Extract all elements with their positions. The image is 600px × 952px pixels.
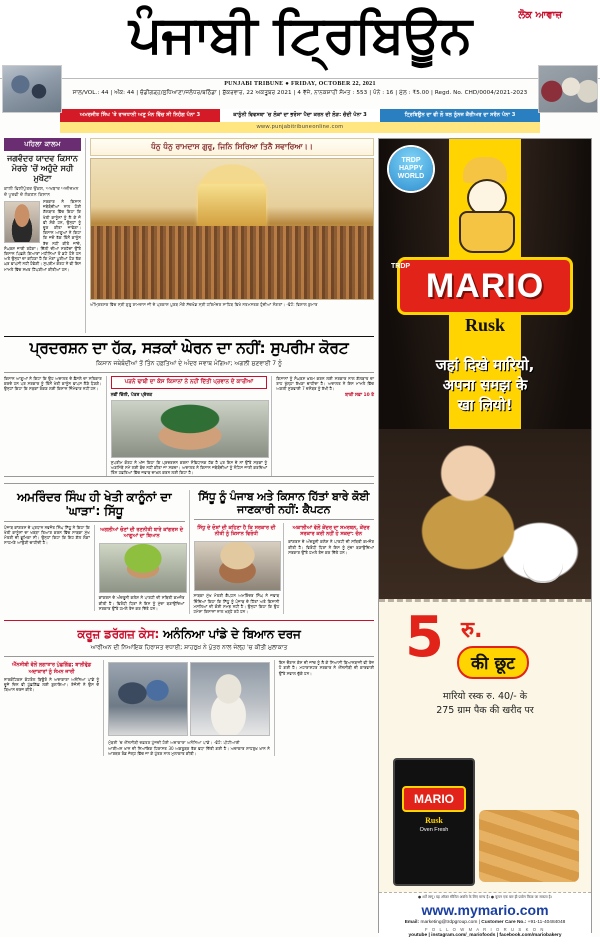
page-content (0, 133, 600, 938)
ad-contact-line: Email: marketing@trdpgroup.com | Customer Care No.: +91-11-40484048 (404, 920, 566, 925)
lead-photo-caption: ਅੰਮ੍ਰਿਤਸਰ ਵਿੱਚ ਸ੍ਰੀ ਗੁਰੂ ਰਾਮਦਾਸ ਜੀ ਦੇ ਪ੍ਰਕਾਸ਼ ਪੁਰਬ ਮੌਕੇ ਸੱਚਖੰਡ ਸ੍ਰੀ ਹਰਿਮੰਦਰ ਸਾਹਿਬ ਵਿਖੇ ਨਤਮਸਤਕ ਹੁੰਦੀਆਂ ਸੰਗਤਾਂ। -ਫੋਟੋ: ਵਿਸ਼ਾਲ ਕੁਮਾਰ (90, 302, 318, 307)
pack-product-name: Rusk (425, 816, 443, 825)
trdp-label: TRDP (391, 263, 411, 270)
first-column-label: ਪਹਿਲਾ ਕਾਲਮ (4, 138, 81, 151)
lead-column-left (4, 376, 107, 476)
captain-side-col (288, 523, 374, 615)
ad-terms: ● शर्तें लागू। यह ऑफर सीमित अवधि के लिए मान्य है। ● कूपन एक बार ही प्रयोग किया जा सकता है। (418, 895, 552, 899)
lead-subhead: ਕਿਸਾਨ ਜਥੇਬੰਦੀਆਂ ਤੋਂ ਤਿੰਨ ਹਫ਼ਤਿਆਂ ਦੇ ਅੰਦਰ ਜਵਾਬ ਮੰਗਿਆ; ਅਗਲੀ ਸੁਣਵਾਈ 7 ਨੂੰ (4, 357, 374, 373)
ad-website[interactable]: www.mymario.com (421, 902, 549, 918)
pack-brand-logo: MARIO (402, 786, 466, 812)
teaser-item-3[interactable]: ਟ੍ਰਿਬਿਊਨ ਦਾ ਵੀ ਲੋ ਤਲ ਨੂੰਨਜ ਕੈਰੀਅਰ ਦਾ ਸਰੰਨ ਪੰਨਾ 3 (380, 109, 540, 122)
offer-amount: 5 (405, 605, 444, 670)
masthead (0, 0, 600, 78)
drugs-right-text: ਇਸ ਦੌਰਾਨ ਕੇਸ ਦੀ ਜਾਂਚ ਨੂੰ ਲੈ ਕੇ ਸਿਆਸੀ ਬਿਆਨਬਾਜ਼ੀ ਵੀ ਤੇਜ਼ ਹੋ ਗਈ ਹੈ। ਮਹਾਰਾਸ਼ਟਰ ਸਰਕਾਰ ਨੇ ਐੱਨਸੀਬੀ ਦੀ ਕਾਰਵਾਈ ਉੱਤੇ ਸਵਾਲ ਚੁੱਕੇ ਹਨ। (278, 660, 375, 676)
lead-dateline: ਨਵੀਂ ਦਿੱਲੀ, ਪੱਤਰ ਪ੍ਰੇਰਕ (110, 393, 153, 398)
care-label: Customer Care No.: (481, 920, 527, 925)
pack-quantity: Oven Fresh (419, 827, 449, 833)
drugs-left-text: ਨਾਰਕੋਟਿਕਸ ਕੰਟਰੋਲ ਬਿਊਰੋ ਨੇ ਅਦਾਕਾਰਾ ਅਨੰਨਿਆ ਪਾਂਡੇ ਨੂੰ ਦੂਜੇ ਦਿਨ ਵੀ ਪੁੱਛਗਿੱਛ ਲਈ ਬੁਲਾਇਆ। ਏਜੰਸੀ ਨੇ ਉਸ ਦੇ ਬਿਆਨ ਦਰਜ ਕੀਤੇ। (4, 677, 100, 693)
mario-rusk-pack (393, 758, 475, 886)
masthead-photo-right (538, 65, 598, 113)
offer-details (379, 690, 591, 718)
navjot-sidhu-photo (99, 543, 187, 593)
teaser-strip (60, 109, 540, 122)
tagline-line-2: अपना समझ के (442, 376, 528, 394)
ad-product-pack (379, 752, 591, 892)
advertisement-column (378, 138, 592, 938)
ananya-photo-2 (190, 662, 270, 736)
offer-detail-line-2: 275 ग्राम पैक की खरीद पर (436, 705, 534, 716)
devotee-crowd (91, 226, 373, 299)
lead-column-center (111, 376, 272, 476)
drugs-kicker: ਐੱਨਸੀਬੀ ਵੱਲੋਂ ਲਗਾਤਾਰ ਪੁੱਛਗਿੱਛ; ਬਾਲੀਵੁੱਡ ਅਦਾਕਾਰਾਂ ਨੂੰ ਸੰਮਨ ਜਾਰੀ (12, 662, 92, 675)
offer-currency: रु. (461, 618, 483, 643)
golden-temple-photo (90, 158, 374, 300)
offer-detail-line-1: मारियो रस्क रु. 40/- के (442, 691, 528, 702)
first-column-block (4, 138, 86, 333)
first-column-body: ਸਰਕਾਰ ਨੇ ਕਿਸਾਨ ਜਥੇਬੰਦੀਆਂ ਨਾਲ ਹੋਈ ਗੱਲਬਾਤ ਵਿੱਚ ਕਿਹਾ ਕਿ ਖੇਤੀ ਕਾਨੂੰਨਾਂ ਨੂੰ ਲੈ ਕੇ ਜੋ ਵੀ ਸ਼ੰਕੇ ਹਨ, ਉਨ੍ਹਾਂ ਨੂੰ ਦੂਰ ਕੀਤਾ ਜਾਵੇਗਾ। ਕਿਸਾਨ ਆਗੂਆਂ ਨੇ ਕਿਹਾ ਕਿ ਜਦੋਂ ਤੱਕ ਤਿੰਨੋਂ ਕਾਨੂੰਨ ਰੱਦ ਨਹੀਂ ਕੀਤੇ ਜਾਂਦੇ, ਸੰਘਰਸ਼ ਜਾਰੀ ਰਹੇਗਾ। ਦਿੱਲੀ ਦੀਆਂ ਸਰਹੱਦਾਂ ਉੱਤੇ ਕਿਸਾਨ ਪਿਛਲੇ ਗਿਆਰਾਂ ਮਹੀਨਿਆਂ ਤੋਂ ਡਟੇ ਹੋਏ ਹਨ ਅਤੇ ਉਨ੍ਹਾਂ ਦਾ ਕਹਿਣਾ ਹੈ ਕਿ ਮੰਗਾਂ ਪੂਰੀਆਂ ਹੋਣ ਤੱਕ ਘਰ ਵਾਪਸੀ ਨਹੀਂ ਹੋਵੇਗੀ। ਸੁਪਰੀਮ ਕੋਰਟ ਨੇ ਵੀ ਇਸ ਮਾਮਲੇ ਵਿੱਚ ਸਖ਼ਤ ਟਿੱਪਣੀਆਂ ਕੀਤੀਆਂ ਹਨ। (4, 199, 81, 272)
captain-text-col (194, 523, 285, 615)
teaser-item-2[interactable]: ਕਾਨੂੰਨੀ ਵਿਵਸਥਾ 'ਚ ਲੋਕਾਂ ਦਾ ਭਰੋਸਾ ਪੈਦਾ ਕਰਨ ਦੀ ਲੋੜ: ਚੰਦੀ ਪੰਨਾ 3 (220, 109, 380, 122)
section-two (4, 490, 374, 615)
sidhu-body: ਪੰਜਾਬ ਕਾਂਗਰਸ ਦੇ ਪ੍ਰਧਾਨ ਨਵਜੋਤ ਸਿੰਘ ਸਿੱਧੂ ਨੇ ਕਿਹਾ ਕਿ ਖੇਤੀ ਕਾਨੂੰਨਾਂ ਦਾ ਖਰੜਾ ਤਿਆਰ ਕਰਨ ਵਿੱਚ ਸਾਬਕਾ ਮੁੱਖ ਮੰਤਰੀ ਦੀ ਭੂਮਿਕਾ ਸੀ। ਉਨ੍ਹਾਂ ਕਿਹਾ ਕਿ ਇਹ ਗੱਲ ਲੋਕਾਂ ਸਾਹਮਣੇ ਆਉਣੀ ਚਾਹੀਦੀ ਹੈ। (4, 524, 90, 546)
chef-mascot-icon (453, 157, 517, 249)
drugs-headline-black: ਅਨੰਨਿਆ ਪਾਂਡੇ ਦੇ ਬਿਆਨ ਦਰਜ (163, 627, 301, 642)
ananya-photo-1 (108, 662, 188, 736)
offer-label: की छूट (457, 646, 529, 679)
ad-offer-coupon[interactable] (379, 599, 591, 752)
ad-hero (379, 139, 591, 599)
captain-kicker: ਸਿੱਧੂ ਦੇ ਦੋਸ਼ਾਂ ਦੀ ਕਹਿਣਾ ਹੈ ਕਿ ਸਰਕਾਰ ਦੀ ਨੀਤੀ ਨੂੰ ਕਿਸਾਨ ਵਿਰੋਧੀ (197, 524, 276, 538)
lead-right-text: ਕਿਸਾਨਾਂ ਨੂੰ ਸੰਘਰਸ਼ ਖ਼ਤਮ ਕਰਨ ਲਈ ਸਰਕਾਰ ਨਾਲ ਗੱਲਬਾਤ ਦਾ ਰਾਹ ਖੁੱਲ੍ਹਾ ਰੱਖਣਾ ਚਾਹੀਦਾ ਹੈ। ਅਦਾਲਤ ਨੇ ਇਸ ਮਾਮਲੇ ਵਿੱਚ ਅਗਲੀ ਸੁਣਵਾਈ 7 ਦਸੰਬਰ ਨੂੰ ਰੱਖੀ ਹੈ। (276, 376, 374, 392)
lead-box-headline: ਪੜਨੇ ਢਾਬੀ ਦਾ ਕੇਸ ਕਿਸਾਨਾਂ ਨੇ ਨਹੀਂ ਦਿੱਤੀ ਪ੍ਰਵਾਨ ਦੇ ਕਾਰੀਆਂ (124, 379, 254, 385)
teaser-item-1[interactable]: ਅਮਰਜੀਤ ਸਿੰਘ 'ਤੇ ਰਾਜਧਾਨੀ ਅਣੂ ਮੰਨ ਵਿੱਚ ਸੀ ਨਿਹੰਗ ਪੰਨਾ 3 (60, 109, 220, 122)
lead-column-right (276, 376, 374, 476)
captain-story (194, 490, 375, 615)
captain-amarinder-photo (194, 541, 282, 591)
gurbani-quote: ਧੰਨੁ ਧੰਨੁ ਰਾਮਦਾਸ ਗੁਰੁ, ਜਿਨਿ ਸਿਰਿਆ ਤਿਨੈ ਸਵਾਰਿਆ।। (90, 138, 374, 156)
sidhu-story (4, 490, 190, 615)
rusk-biscuits-image (479, 810, 579, 882)
sidhu-extra-body: ਕਾਂਗਰਸ ਦੇ ਅੰਦਰੂਨੀ ਕਲੇਸ਼ ਨੇ ਪਾਰਟੀ ਦੀ ਸਥਿਤੀ ਕਮਜ਼ੋਰ ਕੀਤੀ ਹੈ। ਵਿਰੋਧੀ ਧਿਰਾਂ ਨੇ ਇਸ ਨੂੰ ਮੁੱਦਾ ਬਣਾਉਂਦਿਆਂ ਸਰਕਾਰ ਉੱਤੇ ਹਮਲੇ ਤੇਜ਼ ਕਰ ਦਿੱਤੇ ਹਨ। (98, 595, 185, 611)
drugs-photo-caption: ਮੁੰਬਈ 'ਚ ਐੱਨਸੀਬੀ ਦਫ਼ਤਰ ਪੁੱਜਦੀ ਹੋਈ ਅਦਾਕਾਰਾ ਅਨੰਨਿਆ ਪਾਂਡੇ। -ਫੋਟੋ: ਪੀਟੀਆਈ (108, 740, 240, 746)
tagline-line-3: खा लियो! (457, 396, 513, 414)
social-links[interactable]: youtube | instagram.com/_mariofoods | facebook.com/mariobakery (408, 933, 562, 938)
mario-rusk-advertisement[interactable] (378, 138, 592, 938)
section-three (4, 627, 374, 756)
jump-line[interactable]: ਬਾਕੀ ਸਫ਼ਾ 10 ਤੇ (345, 392, 374, 398)
masthead-english-line: PUNJABI TRIBUNE ● FRIDAY, OCTOBER 22, 2021 (224, 81, 376, 87)
website-url[interactable]: www.punjabitribuneonline.com (60, 122, 540, 133)
ad-footer (379, 892, 591, 952)
lead-photo-block (90, 138, 374, 333)
lead-box-text: ਸੁਪਰੀਮ ਕੋਰਟ ਨੇ ਅੱਜ ਕਿਹਾ ਕਿ ਪ੍ਰਦਰਸ਼ਨ ਕਰਨਾ ਸੰਵਿਧਾਨਕ ਹੱਕ ਹੈ ਪਰ ਇਸ ਦੇ ਨਾਂ ਉੱਤੇ ਸੜਕਾਂ ਨੂੰ ਅਣਮਿੱਥੇ ਸਮੇਂ ਲਈ ਬੰਦ ਨਹੀਂ ਕੀਤਾ ਜਾ ਸਕਦਾ। ਅਦਾਲਤ ਨੇ ਕਿਸਾਨ ਜਥੇਬੰਦੀਆਂ ਨੂੰ ਨੋਟਿਸ ਜਾਰੀ ਕਰਦਿਆਂ ਤਿੰਨ ਹਫ਼ਤਿਆਂ ਵਿੱਚ ਜਵਾਬ ਦਾਖ਼ਲ ਕਰਨ ਲਈ ਕਿਹਾ ਹੈ। (110, 460, 268, 476)
sidhu-headline[interactable]: ਅਮਰਿੰਦਰ ਸਿੰਘ ਹੀ ਖੇਤੀ ਕਾਨੂੰਨਾਂ ਦਾ 'ਘਾੜਾ': ਸਿੱਧੂ (17, 489, 172, 518)
tagline-line-1: जहां दिखे मारियो, (435, 356, 535, 374)
masthead-info-row (0, 78, 600, 109)
drugs-subhead: ਆਰੀਅਨ ਦੀ ਨਿਆਂਇਕ ਹਿਰਾਸਤ ਵਧਾਈ; ਸ਼ਾਹਰੁਖ਼ ਨੇ ਪੁੱਤਰ ਨਾਲ ਜੇਲ੍ਹ 'ਚ ਕੀਤੀ ਮੁਲਾਕਾਤ (4, 641, 374, 657)
akali-body: ਕਾਂਗਰਸ ਦੇ ਅੰਦਰੂਨੀ ਕਲੇਸ਼ ਨੇ ਪਾਰਟੀ ਦੀ ਸਥਿਤੀ ਕਮਜ਼ੋਰ ਕੀਤੀ ਹੈ। ਵਿਰੋਧੀ ਧਿਰਾਂ ਨੇ ਇਸ ਨੂੰ ਮੁੱਦਾ ਬਣਾਉਂਦਿਆਂ ਸਰਕਾਰ ਉੱਤੇ ਹਮਲੇ ਤੇਜ਼ ਕਰ ਦਿੱਤੇ ਹਨ। (288, 539, 374, 555)
email-label: Email: (404, 920, 420, 925)
captain-headline[interactable]: ਸਿੱਧੂ ਨੂੰ ਪੰਜਾਬ ਅਤੇ ਕਿਸਾਨ ਹਿੱਤਾਂ ਬਾਰੇ ਕੋਈ ਜਾਣਕਾਰੀ ਨਹੀਂ: ਕੈਪਟਨ (198, 489, 370, 516)
temple-dome (198, 184, 266, 226)
care-number[interactable]: +91-11-40484048 (527, 920, 566, 925)
akali-kicker: ਅਕਾਲੀਆਂ ਵੱਲੋਂ ਕੇਂਦਰ ਦਾ ਸਮਰਥਨ, ਕੇਂਦਰ ਸਰਕਾਰ ਕਰੀ ਨਹੀਂ ਹੋ ਸਕਦਾ: ਚੰਨ (292, 524, 370, 538)
mario-logo (397, 257, 573, 315)
mario-brand-text: MARIO (425, 266, 545, 305)
email-value[interactable]: marketing@trdpgroup.com (420, 920, 478, 925)
sidhu-kicker: ਅਗਲੀਆਂ ਚੋਣਾਂ ਦੀ ਰਣਨੀਤੀ ਬਾਰੇ ਕਾਂਗਰਸ ਦੇ ਆਗੂਆਂ ਦਾ ਬਿਆਨ (100, 526, 184, 540)
lead-story (4, 336, 374, 477)
news-columns (4, 138, 374, 933)
tea-cup-icon (523, 555, 563, 581)
drugs-case-headline[interactable] (4, 627, 374, 641)
masthead-edition-line: ਸਾਲ/VOL.: 44 | ਅੰਕ: 44 | ਚੰਡੀਗੜ੍ਹ/ਲੁਧਿਆਣਾ/ਜਲੰਧਰ/ਬਠਿੰਡਾ | ਸ਼ੁੱਕਰਵਾਰ, 22 ਅਕਤੂਬਰ 2021 | 4 ਵੱਜੇ, ਨਾਨਕਸ਼ਾਹੀ ਸੰਮਤ : 553 | ਪੰਨੇ : 16 | ਮੁੱਲ : ₹5.00 | Regd. No. CHD/0004/2021-2023 (72, 90, 528, 96)
drugs-photo-col (108, 660, 275, 756)
sidhu-text-col (4, 525, 95, 611)
top-zone (4, 138, 374, 333)
lead-body-columns (4, 376, 374, 476)
happy-world-badge: TRDP HAPPY WORLD (389, 147, 433, 191)
drugs-right-col (279, 660, 374, 756)
author-photo (4, 201, 40, 243)
farmer-leader-photo (111, 400, 269, 458)
lead-highlight-box (111, 376, 267, 389)
lead-left-text: ਕਿਸਾਨ ਆਗੂਆਂ ਨੇ ਕਿਹਾ ਕਿ ਉਹ ਅਦਾਲਤ ਦੇ ਫ਼ੈਸਲੇ ਦਾ ਸਤਿਕਾਰ ਕਰਦੇ ਹਨ ਪਰ ਸਰਕਾਰ ਨੂੰ ਤਿੰਨੋਂ ਖੇਤੀ ਕਾਨੂੰਨ ਵਾਪਸ ਲੈਣੇ ਪੈਣਗੇ। ਉਨ੍ਹਾਂ ਕਿਹਾ ਕਿ ਸੜਕਾਂ ਰੋਕਣ ਲਈ ਕਿਸਾਨ ਜ਼ਿੰਮੇਵਾਰ ਨਹੀਂ ਹਨ। (4, 376, 102, 392)
masthead-photo-left (2, 65, 62, 113)
drugs-mid-text: ਆਰੀਅਨ ਖ਼ਾਨ ਦੀ ਨਿਆਂਇਕ ਹਿਰਾਸਤ 30 ਅਕਤੂਬਰ ਤੱਕ ਵਧਾ ਦਿੱਤੀ ਗਈ ਹੈ। ਅਦਾਕਾਰ ਸ਼ਾਹਰੁਖ਼ ਖ਼ਾਨ ਨੇ ਆਰਥਰ ਰੋਡ ਜੇਲ੍ਹ ਵਿੱਚ ਜਾ ਕੇ ਪੁੱਤਰ ਨਾਲ ਮੁਲਾਕਾਤ ਕੀਤੀ। (108, 745, 270, 756)
first-column-byline: ਕਾਲੀ ਵਿਲੀਪੁੱਤਰ ਉਂਕਲ, ਅਖਬਾਰ ਅਜ਼ੀਜ਼ਮਨ ਦੇ ਪੂਰਵੀ ਦੇ ਲੋਕਣਨ ਕਿਸਾਨ (4, 187, 79, 198)
rusk-product-text: Rusk (464, 315, 506, 335)
follow-label: F O L L O W M A R I O R U S K O N (425, 927, 545, 932)
sidhu-photo-col (99, 525, 185, 611)
newspaper-title: ਪੰਜਾਬੀ ਟ੍ਰਿਬਿਊਨ (128, 5, 472, 65)
drugs-body-columns (4, 660, 374, 756)
first-column-headline[interactable]: ਜਗਵੰਦਰ ਯਾਦਵ ਕਿਸਾਨ ਮੋਰਚੇ 'ਚੋਂ ਅਹੁੰਦੇ ਸਹੀ ਮੁਖੌਟਾ (7, 154, 78, 183)
lead-headline[interactable]: ਪ੍ਰਦਰਸ਼ਨ ਦਾ ਹੱਕ, ਸੜਕਾਂ ਘੇਰਨ ਦਾ ਨਹੀਂ: ਸੁਪਰੀਮ ਕੋਰਟ (29, 339, 349, 357)
ad-tagline (379, 355, 591, 415)
masthead-badge: ਲੋਕ ਆਵਾਜ਼ (518, 10, 562, 21)
captain-body: ਸਾਬਕਾ ਮੁੱਖ ਮੰਤਰੀ ਕੈਪਟਨ ਅਮਰਿੰਦਰ ਸਿੰਘ ਨੇ ਜਵਾਬ ਦਿੰਦਿਆਂ ਕਿਹਾ ਕਿ ਸਿੱਧੂ ਨੂੰ ਪੰਜਾਬ ਦੇ ਹਿੱਤਾਂ ਅਤੇ ਕਿਸਾਨੀ ਮਸਲਿਆਂ ਦੀ ਕੋਈ ਸਮਝ ਨਹੀਂ ਹੈ। ਉਨ੍ਹਾਂ ਕਿਹਾ ਕਿ ਉਹ ਹਮੇਸ਼ਾ ਕਿਸਾਨਾਂ ਨਾਲ ਖੜ੍ਹੇ ਰਹੇ ਹਨ। (193, 593, 280, 615)
celebrity-model-photo (379, 429, 591, 599)
drugs-headline-red: ਕਰੂਜ਼ ਡਰੱਗਜ਼ ਕੇਸ: (77, 627, 160, 642)
drugs-left-col (4, 660, 104, 756)
